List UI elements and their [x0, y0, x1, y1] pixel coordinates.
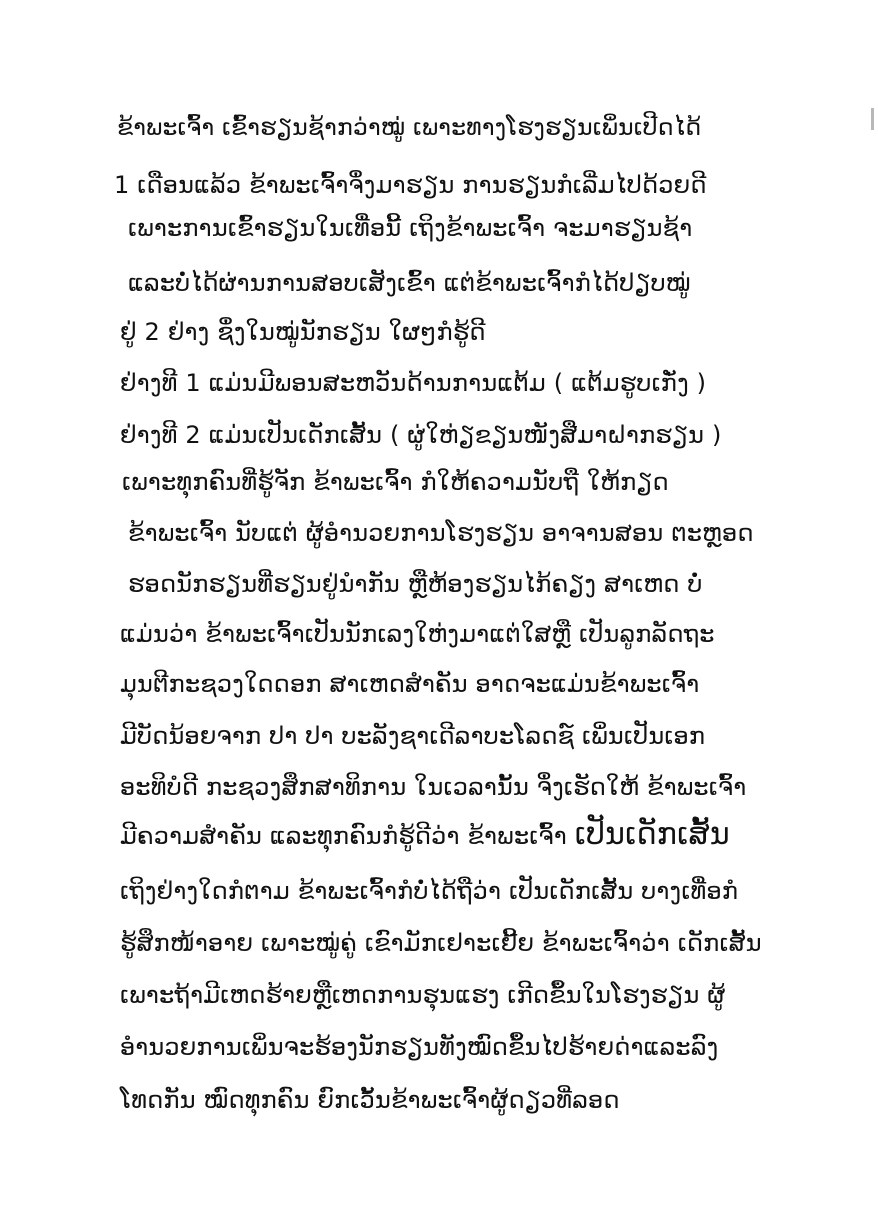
text-line-11: ແມ່ນວ່າ ຂ້າພະເຈົ້າເປັນນັກເລງໃຫ່ງມາແຕ່ໃສຫຼື ເປັນລູກລັດຖະ: [120, 620, 715, 648]
text-line-17: ຮູ້ສຶກໜ້າອາຍ ເພາະໝູ່ຄູ່ ເຂົາມັກເຢາະເຢີ້ຍ ຂ້າພະເຈົ້າວ່າ ເດັກເສັ້ນ: [120, 929, 762, 957]
text-line-14: ອະທິບໍດີ ກະຊວງສຶກສາທິການ ໃນເວລານັ້ນ ຈຶ່ງເຮັດໃຫ້ ຂ້າພະເຈົ້າ: [120, 773, 747, 801]
scan-edge-mark: [871, 108, 874, 130]
text-line-7: ຢ່າງທີ 2 ແມ່ນເປັນເດັກເສັ້ນ ( ຜູ່ໃຫ່ຽຂຽນໜັງສືມາຝາກຮຽນ ): [120, 421, 722, 449]
text-line-15: [120, 818, 730, 853]
text-line-9: ຂ້າພະເຈົ້າ ນັບແຕ່ ຜູ້ອຳນວຍການໂຮງຮຽນ ອາຈານສອນ ຕະຫຼອດ: [128, 519, 754, 547]
text-line-19: ອຳນວຍການເພິ່ນຈະຮ້ອງນັກຮຽນທັງໝົດຂຶ້ນໄປຮ້າຍດ່າແລະລົງ: [120, 1033, 719, 1061]
text-line-2: 1 ເດືອນແລ້ວ ຂ້າພະເຈົ້າຈຶ່ງມາຮຽນ ການຮຽນກໍເລີ່ມໄປດ້ວຍດີ: [114, 171, 707, 199]
text-line-18: ເພາະຖ້າມີເຫດຮ້າຍຫຼືເຫດການຮຸນແຮງ ເກີດຂຶ້ນໃນໂຮງຮຽນ ຜູ້: [120, 981, 726, 1009]
text-line-15-body: ມີຄວາມສຳຄັນ ແລະທຸກຄົນກໍຮູ້ດີວ່າ ຂ້າພະເຈົ້າ: [120, 822, 567, 850]
text-line-1: ຂ້າພະເຈົ້າ ເຂົ້າຮຽນຊ້າກວ່າໝູ່ ເພາະທາງໂຮງຮຽນເພິ່ນເປີດໄດ້: [117, 113, 702, 141]
text-line-16: ເຖິງຢ່າງໃດກໍຕາມ ຂ້າພະເຈົ້າກໍບໍ່ໄດ້ຖືວ່າ ເປັນເດັກເສັ້ນ ບາງເທື່ອກໍ: [120, 877, 739, 905]
text-line-5: ຢູ່ 2 ຢ່າງ ຊຶ່ງໃນໝູ່ນັກຮຽນ ໃຜໆກໍຮູ້ດີ: [120, 318, 486, 346]
text-line-20: ໂທດກັນ ໝົດທຸກຄົນ ຍົກເວັ້ນຂ້າພະເຈົ້າຜູ້ດຽວທີ່ລອດ: [120, 1086, 620, 1114]
text-line-8: ເພາະທຸກຄົນທີ່ຮູ້ຈັກ ຂ້າພະເຈົ້າ ກໍໃຫ້ຄວາມນັບຖື ໃຫ້ກຽດ: [122, 468, 669, 496]
text-line-12: ມຸນຕີກະຊວງໃດດອກ ສາເຫດສຳຄັນ ອາດຈະແມ່ນຂ້າພະເຈົ້າ: [120, 670, 700, 698]
text-line-13: ມີບັດນ້ອຍຈາກ ປາ ປາ ບະລັງຊາເດີລາບະໂລດຊ໌ ເພິ່ນເປັນເອກ: [120, 722, 706, 750]
text-line-10: ຮອດນັກຮຽນທີ່ຮຽນຢູ່ນຳກັນ ຫຼືຫ້ອງຮຽນໄກ້ຄຽງ ສາເຫດ ບໍ່: [128, 570, 703, 598]
text-line-6: ຢ່າງທີ 1 ແມ່ນມີພອນສະຫວັນດ້ານການແຕ້ມ ( ແຕ້ມຮູບເກັ່ງ ): [120, 369, 707, 397]
text-line-4: ແລະບໍ່ໄດ້ຜ່ານການສອບເສັງເຂົ້າ ແຕ່ຂ້າພະເຈົ້າກໍໄດ້ປຽບໝູ່: [128, 269, 691, 297]
emphasized-phrase: ເປັນເດັກເສັ້ນ: [574, 817, 730, 852]
text-line-3: ເພາະການເຂົ້າຮຽນໃນເທື່ອນີ້ ເຖິງຂ້າພະເຈົ້າ ຈະມາຮຽນຊ້າ: [128, 214, 693, 242]
